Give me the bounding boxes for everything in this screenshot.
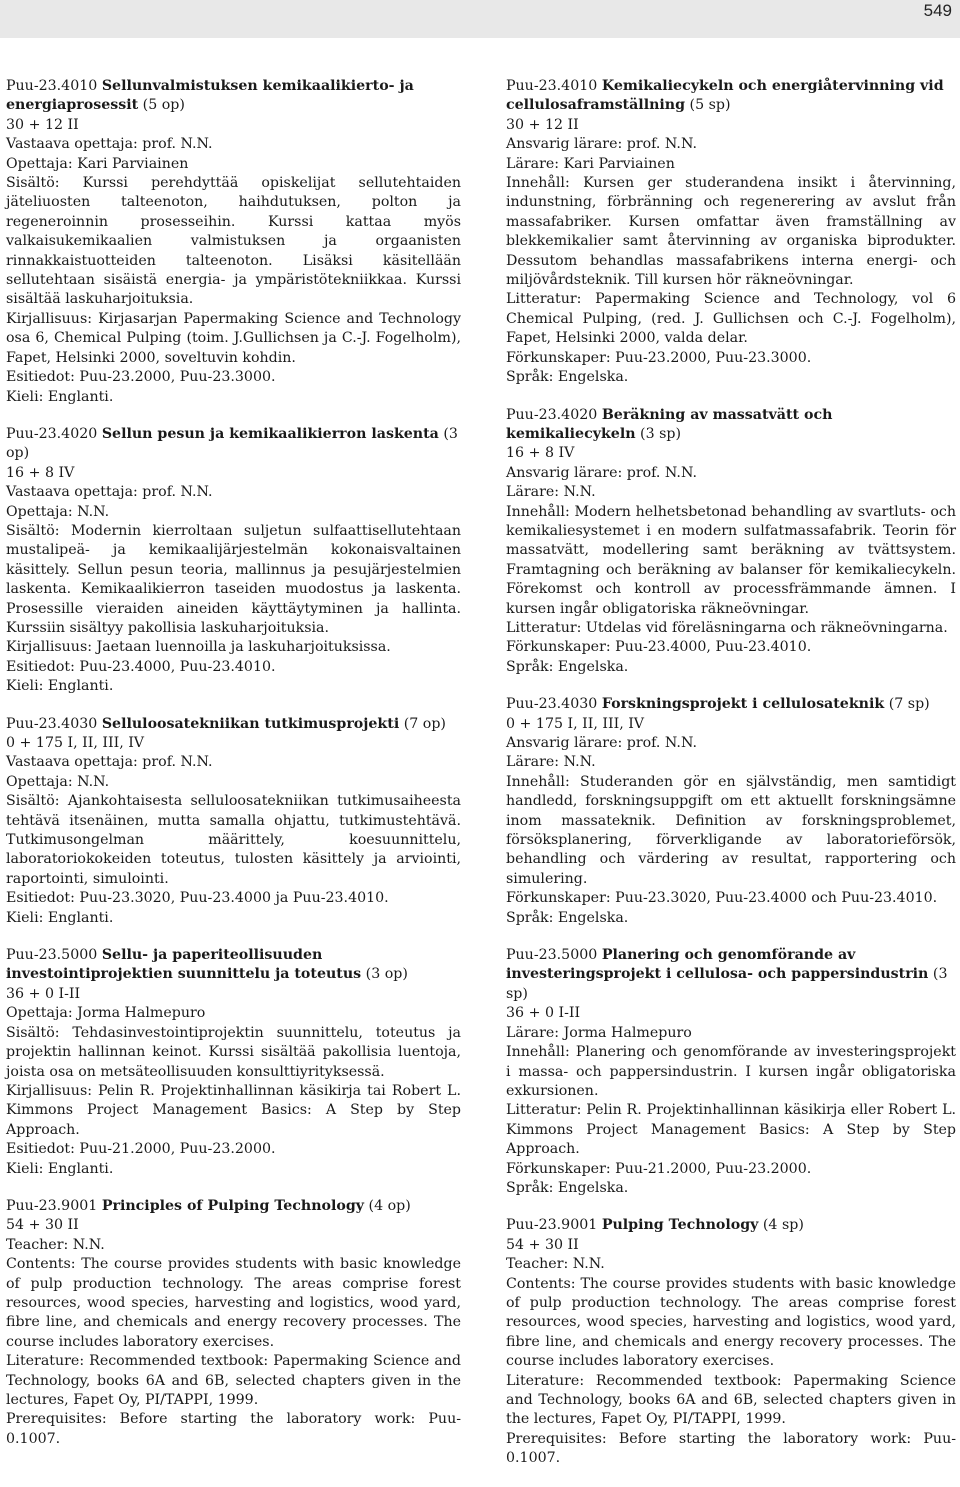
course-credits: (3 op) [365, 966, 408, 983]
course-hours: 16 + 8 IV [506, 445, 575, 462]
course-teacher: Lärare: N.N. [506, 754, 596, 771]
course-title [6, 77, 461, 116]
course-entry [506, 695, 956, 928]
course-entry [506, 1216, 956, 1468]
course-responsible: Vastaava opettaja: prof. N.N. [6, 754, 213, 771]
course-code: Puu-23.4030 [506, 696, 598, 713]
course-prerequisites: Esitiedot: Puu-21.2000, Puu-23.2000. [6, 1141, 276, 1158]
course-code: Puu-23.9001 [506, 1217, 598, 1234]
course-entry [6, 425, 461, 697]
course-entry [6, 1197, 461, 1449]
course-prerequisites: Förkunskaper: Puu-23.3020, Puu-23.4000 och Puu-23.4010. [506, 890, 938, 907]
course-name: Beräkning av massatvätt och kemikaliecykeln [506, 406, 833, 442]
course-code: Puu-23.4020 [506, 406, 598, 423]
course-credits: (4 op) [368, 1197, 411, 1214]
course-literature: Kirjallisuus: Kirjasarjan Papermaking Science and Technology osa 6, Chemical Pulping (toim. J.Gullichsen ja C.-J. Fogelholm), Fapet, Helsinki 2000, soveltuvin kohdin. [6, 310, 461, 366]
course-code: Puu-23.4030 [6, 715, 98, 732]
course-prerequisites: Esitiedot: Puu-23.4000, Puu-23.4010. [6, 658, 276, 675]
course-literature: Litteratur: Papermaking Science and Technology, vol 6 Chemical Pulping, (red. J. Gullichsen och C.-J. Fogelholm), Fapet, Helsinki 2000, valda delar. [506, 291, 956, 347]
course-code: Puu-23.4010 [6, 78, 98, 94]
course-credits: (3 sp) [506, 966, 948, 1002]
course-name: Planering och genomförande av investeringsprojekt i cellulosa- och pappersindustrin [506, 947, 929, 983]
course-teacher: Lärare: Kari Parviainen [506, 155, 675, 172]
course-teacher: Opettaja: Jorma Halmepuro [6, 1005, 206, 1022]
course-teacher: Opettaja: Kari Parviainen [6, 155, 189, 172]
course-code: Puu-23.5000 [6, 947, 98, 964]
course-entry [6, 77, 461, 407]
course-literature: Kirjallisuus: Jaetaan luennoilla ja laskuharjoituksissa. [6, 639, 391, 656]
course-title [506, 695, 956, 714]
course-title [6, 946, 461, 985]
course-teacher: Opettaja: N.N. [6, 773, 110, 790]
course-name: Sellu- ja paperiteollisuuden investointiprojektien suunnittelu ja toteutus [6, 947, 362, 983]
course-language: Kieli: Englanti. [6, 909, 114, 926]
course-prerequisites: Förkunskaper: Puu-23.4000, Puu-23.4010. [506, 639, 812, 656]
course-code: Puu-23.9001 [6, 1197, 98, 1214]
course-credits: (3 op) [6, 425, 458, 462]
course-code: Puu-23.4010 [506, 78, 598, 94]
course-language: Språk: Engelska. [506, 909, 629, 926]
course-credits: (4 sp) [762, 1217, 804, 1234]
course-content: Sisältö: Modernin kierroltaan suljetun sulfaattisellutehtaan mustalipeä- ja kemikaalijärjestelmän kokonaisvaltainen käsittely. Sellun pesun teoria, mallinnus ja pesujärjestelmien laskenta. Kemikaalikierron taseiden muodostus ja laskenta. Prosessille vieraiden aineiden käyttäytyminen ja hallinta. Kurssiin sisältyy pakollisia laskuharjoituksia. [6, 522, 461, 636]
course-credits: (3 sp) [640, 425, 682, 442]
course-credits: (7 sp) [888, 696, 930, 713]
course-code: Puu-23.5000 [506, 947, 598, 964]
course-content: Innehåll: Kursen ger studerandena insikt i återvinning, indunstning, förbränning och regenerering av avslut från massafabriker. Kursen omfattar även framställning av blekkemikalier samt återvinning av organiska biprodukter. Dessutom behandlas massafabrikens interna energi- och miljövårdsteknik. Till kursen hör räkneövningar. [506, 175, 956, 289]
course-prerequisites: Prerequisites: Before starting the laboratory work: Puu-0.1007. [6, 1411, 461, 1447]
course-content: Innehåll: Modern helhetsbetonad behandling av svartluts- och kemikaliesystemet i en modern sulfatmassafabrik. Teorin för massatvätt, modellering samt beräkning av tvättsystem. Framtagning och beräkning av balanser för kemikaliecykeln. Förekomst och kontroll av processfrämmande ämnen. I kursen ingår obligatoriska räkneövningar. [506, 503, 956, 617]
course-title [506, 406, 956, 445]
course-entry [506, 946, 956, 1198]
course-code: Puu-23.4020 [6, 425, 98, 442]
course-teacher: Lärare: N.N. [506, 484, 596, 501]
course-language: Språk: Engelska. [506, 658, 629, 675]
course-credits: (7 op) [403, 715, 446, 732]
course-content: Contents: The course provides students with basic knowledge of pulp production technology. The areas comprise forest resources, wood species, harvesting and logistics, wood yard, fibre line, and chemicals and energy recovery processes. The course includes laboratory exercises. [6, 1256, 461, 1350]
course-content: Innehåll: Planering och genomförande av investeringsprojekt i massa- och pappersindustrin. I kursen ingår obligatoriska exkursionen. [506, 1044, 956, 1099]
course-hours: 54 + 30 II [6, 1217, 79, 1234]
course-hours: 30 + 12 II [6, 116, 79, 133]
course-prerequisites: Förkunskaper: Puu-23.2000, Puu-23.3000. [506, 349, 812, 366]
course-literature: Litteratur: Pelin R. Projektinhallinnan käsikirja eller Robert L. Kimmons Project Management Basics: A Step by Step Approach. [506, 1102, 956, 1158]
course-teacher: Lärare: Jorma Halmepuro [506, 1024, 692, 1041]
course-responsible: Vastaava opettaja: prof. N.N. [6, 136, 213, 153]
course-prerequisites: Förkunskaper: Puu-21.2000, Puu-23.2000. [506, 1160, 812, 1177]
course-title [506, 77, 956, 116]
course-title [506, 1216, 956, 1235]
course-literature: Litteratur: Utdelas vid föreläsningarna och räkneövningarna. [506, 619, 948, 636]
course-hours: 0 + 175 I, II, III, IV [506, 715, 645, 732]
course-title [6, 715, 461, 734]
course-language: Språk: Engelska. [506, 369, 629, 386]
course-name: Kemikaliecykeln och energiåtervinning vid cellulosaframställning [506, 78, 944, 114]
course-name: Sellunvalmistuksen kemikaalikierto- ja energiaprosessit [6, 78, 414, 114]
course-responsible: Ansvarig lärare: prof. N.N. [506, 735, 697, 751]
course-prerequisites: Prerequisites: Before starting the laboratory work: Puu-0.1007. [506, 1430, 956, 1467]
course-language: Kieli: Englanti. [6, 1160, 114, 1177]
course-title [6, 1197, 461, 1216]
course-literature: Literature: Recommended textbook: Papermaking Science and Technology, books 6A and 6B, selected chapters given in the lectures, Fapet Oy, PI/TAPPI, 1999. [6, 1353, 461, 1408]
course-hours: 36 + 0 I-II [6, 985, 81, 1002]
course-language: Kieli: Englanti. [6, 678, 114, 695]
course-content: Contents: The course provides students with basic knowledge of pulp production technology. The areas comprise forest resources, wood species, harvesting and logistics, wood yard, fibre line, and chemicals and energy recovery processes. The course includes laboratory exercises. [506, 1275, 956, 1370]
right-column-swedish [506, 77, 956, 1487]
course-name: Principles of Pulping Technology [101, 1197, 365, 1214]
course-entry [506, 406, 956, 678]
course-content: Innehåll: Studeranden gör en självständig, men samtidigt handledd, forskningsuppgift om ett aktuellt forskningsämne inom massateknik. Definition av forskningsproblemet, försöksplanering, förverkligande av laboratorieförsök, behandling och värdering av resultat, rapportering och simulering. [506, 773, 956, 887]
course-title [506, 946, 956, 1004]
course-name: Pulping Technology [601, 1217, 759, 1234]
course-hours: 54 + 30 II [506, 1236, 579, 1253]
course-title [6, 425, 461, 464]
course-hours: 0 + 175 I, II, III, IV [6, 735, 145, 751]
course-entry [6, 715, 461, 928]
course-hours: 36 + 0 I-II [506, 1005, 581, 1022]
course-credits: (5 sp) [689, 97, 731, 114]
page-number: 549 [923, 1, 952, 20]
course-teacher: Opettaja: N.N. [6, 503, 110, 520]
course-prerequisites: Esitiedot: Puu-23.2000, Puu-23.3000. [6, 369, 276, 386]
left-column-finnish [6, 77, 461, 1467]
course-hours: 30 + 12 II [506, 116, 579, 133]
course-language: Kieli: Englanti. [6, 388, 114, 405]
course-responsible: Vastaava opettaja: prof. N.N. [6, 484, 213, 501]
course-responsible: Ansvarig lärare: prof. N.N. [506, 136, 697, 153]
course-teacher: Teacher: N.N. [6, 1236, 105, 1253]
course-literature: Kirjallisuus: Pelin R. Projektinhallinnan käsikirja tai Robert L. Kimmons Project Management Basics: A Step by Step Approach. [6, 1082, 461, 1138]
course-responsible: Ansvarig lärare: prof. N.N. [506, 464, 697, 481]
course-name: Selluloosatekniikan tutkimusprojekti [101, 715, 400, 732]
course-credits: (5 op) [142, 97, 185, 114]
page-header-bar [0, 0, 960, 38]
course-name: Forskningsprojekt i cellulosateknik [601, 696, 885, 713]
course-prerequisites: Esitiedot: Puu-23.3020, Puu-23.4000 ja Puu-23.4010. [6, 890, 389, 907]
course-content: Sisältö: Ajankohtaisesta selluloosatekniikan tutkimusaiheesta tehtävä itsenäinen, mutta samalla ohjattu, tutkimustehtävä. Tutkimusongelman määrittely, koesuunnittelu, laboratoriokokeiden toteutus, tulosten käsittely ja arviointi, raportointi, simulointi. [6, 793, 461, 887]
course-name: Sellun pesun ja kemikaalikierron laskenta [101, 425, 439, 442]
course-entry [506, 77, 956, 388]
course-content: Sisältö: Tehdasinvestointiprojektin suunnittelu, toteutus ja projektin hallinnan keinot. Kurssi sisältää pakollisia luentoja, joista osa on metsäteollisuuden konsulttiyrityksessä. [6, 1024, 461, 1080]
course-literature: Literature: Recommended textbook: Papermaking Science and Technology, books 6A and 6B, selected chapters given in the lectures, Fapet Oy, PI/TAPPI, 1999. [506, 1372, 956, 1428]
course-content: Sisältö: Kurssi perehdyttää opiskelijat sellutehtaiden jäteliuosten talteenoton, haihdutuksen, polton ja regeneroinnin prosesseihin. Kurssi kattaa myös valkaisukemikaalien valmistuksen ja orgaanisten rinnakkaistuotteiden talteenoton. Lisäksi käsitellään sellutehtaan sisäistä energia- ja ympäristötekniikkaa. Kurssi sisältää laskuharjoituksia. [6, 175, 461, 308]
course-hours: 16 + 8 IV [6, 464, 75, 481]
course-teacher: Teacher: N.N. [506, 1256, 605, 1273]
course-entry [6, 946, 461, 1179]
course-language: Språk: Engelska. [506, 1179, 629, 1196]
